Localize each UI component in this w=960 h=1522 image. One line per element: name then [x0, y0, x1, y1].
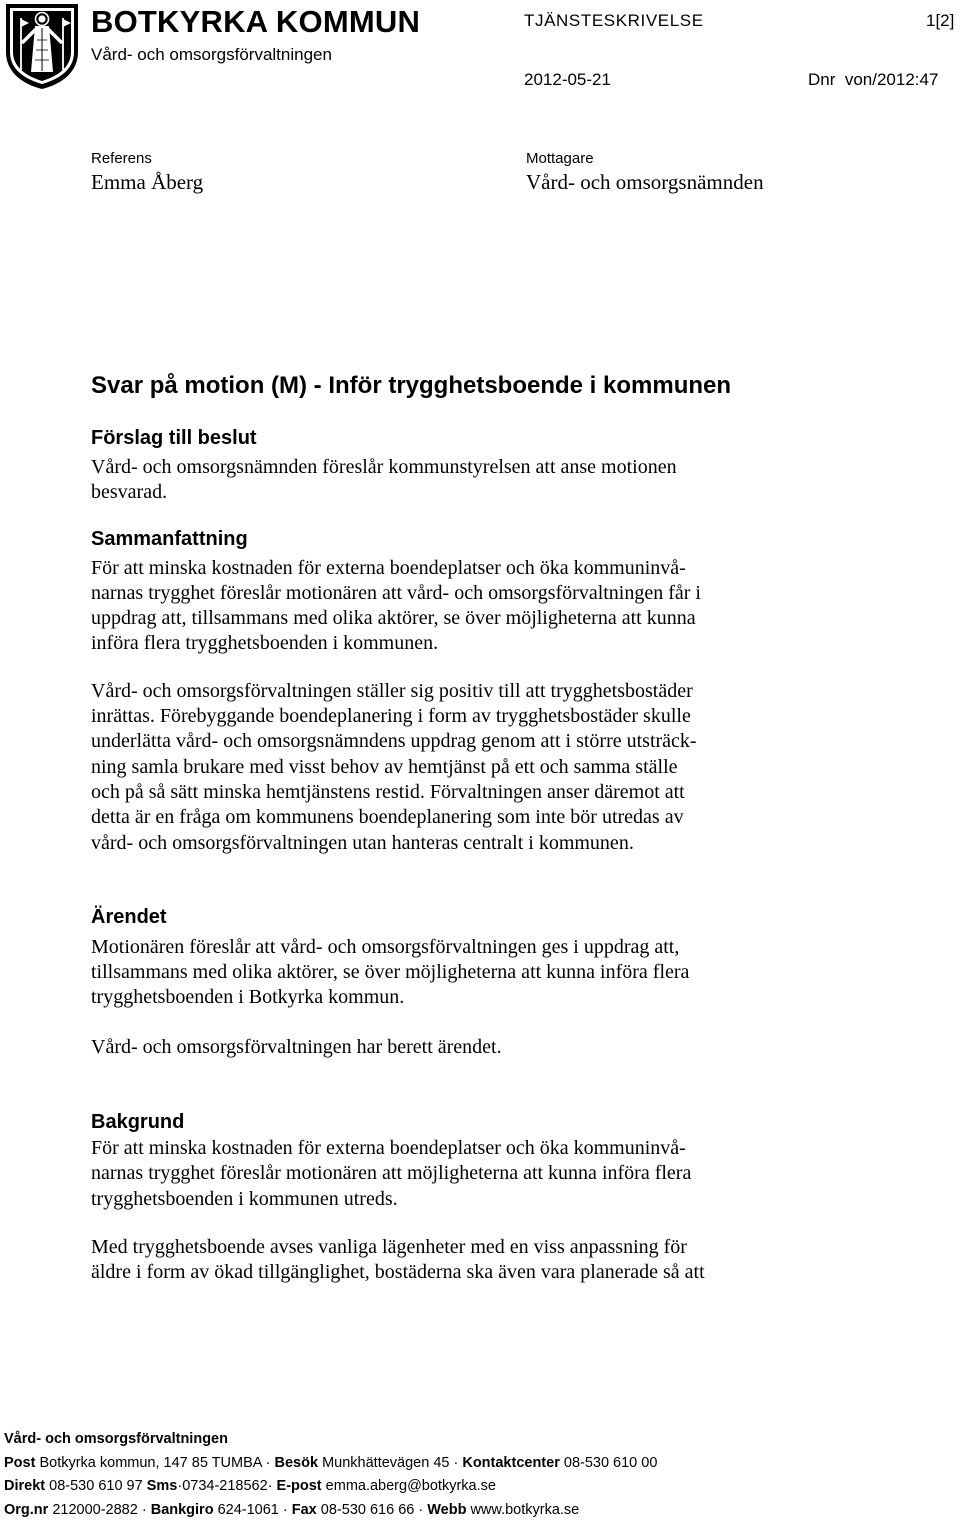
coat-of-arms-logo: [4, 2, 80, 90]
footer-fax-label: Fax: [291, 1501, 317, 1518]
footer-visit-value: Munkhättevägen 45: [322, 1454, 450, 1471]
footer-web-label: Webb: [427, 1501, 467, 1518]
footer-web-value[interactable]: www.botkyrka.se: [470, 1501, 580, 1518]
reference-label: Referens: [91, 150, 152, 167]
matter-heading: Ärendet: [91, 905, 167, 928]
document-title: Svar på motion (M) - Inför trygghetsboende i kommunen: [91, 372, 732, 399]
reference-value: Emma Åberg: [91, 170, 204, 194]
footer-bankgiro-value: 624-1061: [217, 1501, 279, 1518]
proposal-heading: Förslag till beslut: [91, 427, 257, 449]
footer-visit-label: Besök: [274, 1454, 319, 1471]
footer-post-label: Post: [4, 1454, 36, 1471]
matter-paragraph-1: Motionären föreslår att vård- och omsorgsförvaltningen ges i uppdrag att, tillsammans med olika aktörer, se över möjligheterna att kunna införa flera trygghetsboenden i Botkyrka kommun.: [91, 935, 690, 1009]
footer-email-label: E-post: [276, 1478, 322, 1494]
organization-department: Vård- och omsorgsförvaltningen: [91, 45, 332, 64]
page-number: 1[2]: [926, 11, 955, 30]
footer-sms-value: 0734-218562: [182, 1478, 268, 1494]
summary-paragraph-1: För att minska kostnaden för externa boendeplatser och öka kommuninvå- narnas trygghet föreslår motionären att vård- och omsorgsförvaltningen får i uppdrag att, tillsammans med olika aktörer, se över möjligheterna att kunna införa flera trygghetsboenden i kommunen.: [91, 556, 701, 655]
footer-direct-label: Direkt: [4, 1478, 46, 1494]
footer-orgnr-label: Org.nr: [4, 1501, 49, 1518]
recipient-label: Mottagare: [526, 150, 594, 167]
document-body: [91, 371, 811, 1286]
recipient-value: Vård- och omsorgsnämnden: [526, 170, 764, 194]
footer-post-value: Botkyrka kommun, 147 85 TUMBA: [39, 1454, 262, 1471]
document-type: TJÄNSTESKRIVELSE: [524, 11, 704, 30]
footer-sms-label: Sms: [146, 1478, 178, 1494]
footer-direct-value: 08-530 610 97: [49, 1478, 143, 1494]
footer-contact-value: 08-530 610 00: [563, 1454, 658, 1471]
proposal-text: Vård- och omsorgsnämnden föreslår kommunstyrelsen att anse motionen besvarad.: [91, 456, 677, 504]
footer-fax-value: 08-530 616 66: [320, 1501, 415, 1518]
background-paragraph-2: Med trygghetsboende avses vanliga lägenheter med en viss anpassning för äldre i form av ökad tillgänglighet, bostäderna ska även vara planerade så att: [91, 1235, 705, 1284]
document-date: 2012-05-21: [524, 70, 611, 89]
background-paragraph-1: För att minska kostnaden för externa boendeplatser och öka kommuninvå- narnas trygghet föreslår motionären att möjligheterna att kunna införa flera trygghetsboenden i kommunen utreds.: [91, 1137, 692, 1210]
document-reference-number: Dnr von/2012:47: [808, 70, 939, 89]
summary-paragraph-2: Vård- och omsorgsförvaltningen ställer sig positiv till att trygghetsbostäder inrättas. Förebyggande boendeplanering i form av trygghetsbostäder skulle underlätta vård- och omsorgsnämndens uppdrag genom att i större utsträck- ning samla brukare med visst behov av hemtjänst på ett och samma ställe och på så sätt minska hemtjänstens restid. Förvaltningen anser däremot att detta är en fråga om kommunens boendeplanering som inte bör utredas av vård- och omsorgsförvaltningen utan hanteras centralt i kommunen.: [91, 679, 697, 854]
footer-bankgiro-label: Bankgiro: [150, 1501, 214, 1518]
page-footer: Vård- och omsorgsförvaltningen Post Botkyrka kommun, 147 85 TUMBA · Besök Munkhättevägen 45 · Kontaktcenter 08-530 610 00 Direkt 08-530 610 97 Sms·0734-218562· E-post emma.aberg@botkyrka.se Org.nr 212000-2882 · Bankgiro 624-1061 · Fax 08-530 616 66 · Webb www.botkyrka.se: [4, 1431, 658, 1518]
matter-paragraph-2: Vård- och omsorgsförvaltningen har berett ärendet.: [91, 1035, 502, 1058]
footer-orgnr-value: 212000-2882: [52, 1501, 138, 1518]
organization-name: BOTKYRKA KOMMUN: [91, 4, 421, 39]
summary-heading: Sammanfattning: [91, 527, 248, 550]
footer-organization: Vård- och omsorgsförvaltningen: [4, 1431, 228, 1447]
footer-contact-label: Kontaktcenter: [462, 1454, 560, 1471]
background-heading: Bakgrund: [91, 1111, 185, 1134]
footer-email-value[interactable]: emma.aberg@botkyrka.se: [325, 1478, 496, 1494]
